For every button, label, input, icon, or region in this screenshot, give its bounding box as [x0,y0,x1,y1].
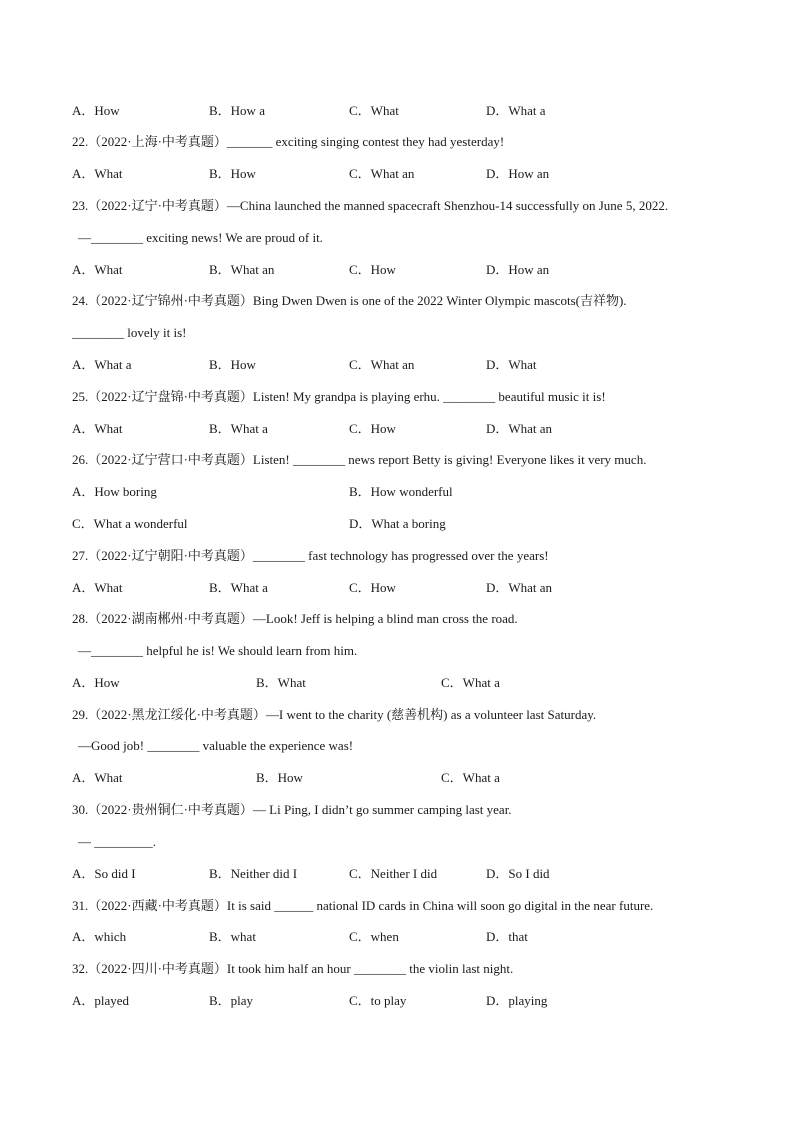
option-a: A．played [72,993,130,1008]
option-c: C．What a [441,675,500,690]
option-a: A．What [72,262,123,277]
options-row [72,262,722,278]
question-26-stem: 26.（2022·辽宁营口·中考真题）Listen! ________ news report Betty is giving! Everyone likes it very much. [72,452,647,467]
option-d: D．How an [486,262,550,277]
option-b: B．play [209,993,254,1008]
question-23-stem: 23.（2022·辽宁·中考真题）—China launched the manned spacecraft Shenzhou-14 successfully on June 5, 2022. [72,198,669,213]
options-row [72,103,722,119]
option-c: C．What a [441,770,500,785]
option-a: A．What [72,166,123,181]
option-a: A．What [72,421,123,436]
option-c: C．How [349,421,396,436]
question-24-continuation: ________ lovely it is! [72,325,187,340]
question-29-dialog: —Good job! ________ valuable the experience was! [78,738,354,753]
option-b: B．How wonderful [349,484,453,499]
option-b: B．Neither did I [209,866,298,881]
options-row [72,993,722,1009]
option-a: A．What [72,770,123,785]
option-d: D．How an [486,166,550,181]
question-30-stem: 30.（2022·贵州铜仁·中考真题）— Li Ping, I didn’t go summer camping last year. [72,802,512,817]
question-32-stem: 32.（2022·四川·中考真题）It took him half an hour ________ the violin last night. [72,961,514,976]
option-c: C．How [349,580,396,595]
options-row [72,929,722,945]
options-row [72,166,722,182]
option-d: D．What an [486,580,553,595]
option-b: B．How a [209,103,265,118]
options-row [72,357,722,373]
option-d: D．that [486,929,528,944]
option-d: D．What [486,357,537,372]
question-24-stem: 24.（2022·辽宁锦州·中考真题）Bing Dwen Dwen is one of the 2022 Winter Olympic mascots(吉祥物). [72,293,627,308]
options-row [72,866,722,882]
question-28-stem: 28.（2022·湖南郴州·中考真题）—Look! Jeff is helping a blind man cross the road. [72,611,518,626]
option-d: D．playing [486,993,548,1008]
option-b: B．What a [209,421,268,436]
options-row [72,770,722,786]
question-31-stem: 31.（2022·西藏·中考真题）It is said ______ national ID cards in China will soon go digital in the near future. [72,898,654,913]
options-row [72,421,722,437]
option-c: C．What [349,103,399,118]
option-b: B．How [256,770,303,785]
option-c: C．What an [349,166,415,181]
question-27-stem: 27.（2022·辽宁朝阳·中考真题）________ fast technology has progressed over the years! [72,548,549,563]
question-25-stem: 25.（2022·辽宁盘锦·中考真题）Listen! My grandpa is playing erhu. ________ beautiful music it is! [72,389,606,404]
option-b: B．How [209,166,256,181]
option-d: D．What a [486,103,546,118]
option-c: C．when [349,929,399,944]
option-a: A．What a [72,357,132,372]
question-22-stem: 22.（2022·上海·中考真题）_______ exciting singing contest they had yesterday! [72,134,505,149]
options-row [72,484,722,500]
options-row [72,675,722,691]
question-23-dialog: —________ exciting news! We are proud of it. [78,230,323,245]
option-a: A．How boring [72,484,157,499]
options-row [72,516,722,532]
option-c: C．What an [349,357,415,372]
option-b: B．What an [209,262,275,277]
option-b: B．what [209,929,256,944]
option-a: A．How [72,675,120,690]
question-28-dialog: —________ helpful he is! We should learn from him. [78,643,358,658]
option-b: B．What [256,675,306,690]
option-d: D．So I did [486,866,550,881]
option-a: A．So did I [72,866,136,881]
option-a: A．How [72,103,120,118]
option-d: D．What a boring [349,516,446,531]
option-a: A．What [72,580,123,595]
question-30-dialog: — _________. [78,834,156,849]
option-d: D．What an [486,421,553,436]
question-29-stem: 29.（2022·黑龙江绥化·中考真题）—I went to the charity (慈善机构) as a volunteer last Saturday. [72,707,597,722]
option-a: A．which [72,929,127,944]
option-c: C．to play [349,993,407,1008]
option-c: C．Neither I did [349,866,438,881]
option-c: C．What a wonderful [72,516,188,531]
option-c: C．How [349,262,396,277]
option-b: B．How [209,357,256,372]
option-b: B．What a [209,580,268,595]
options-row [72,580,722,596]
